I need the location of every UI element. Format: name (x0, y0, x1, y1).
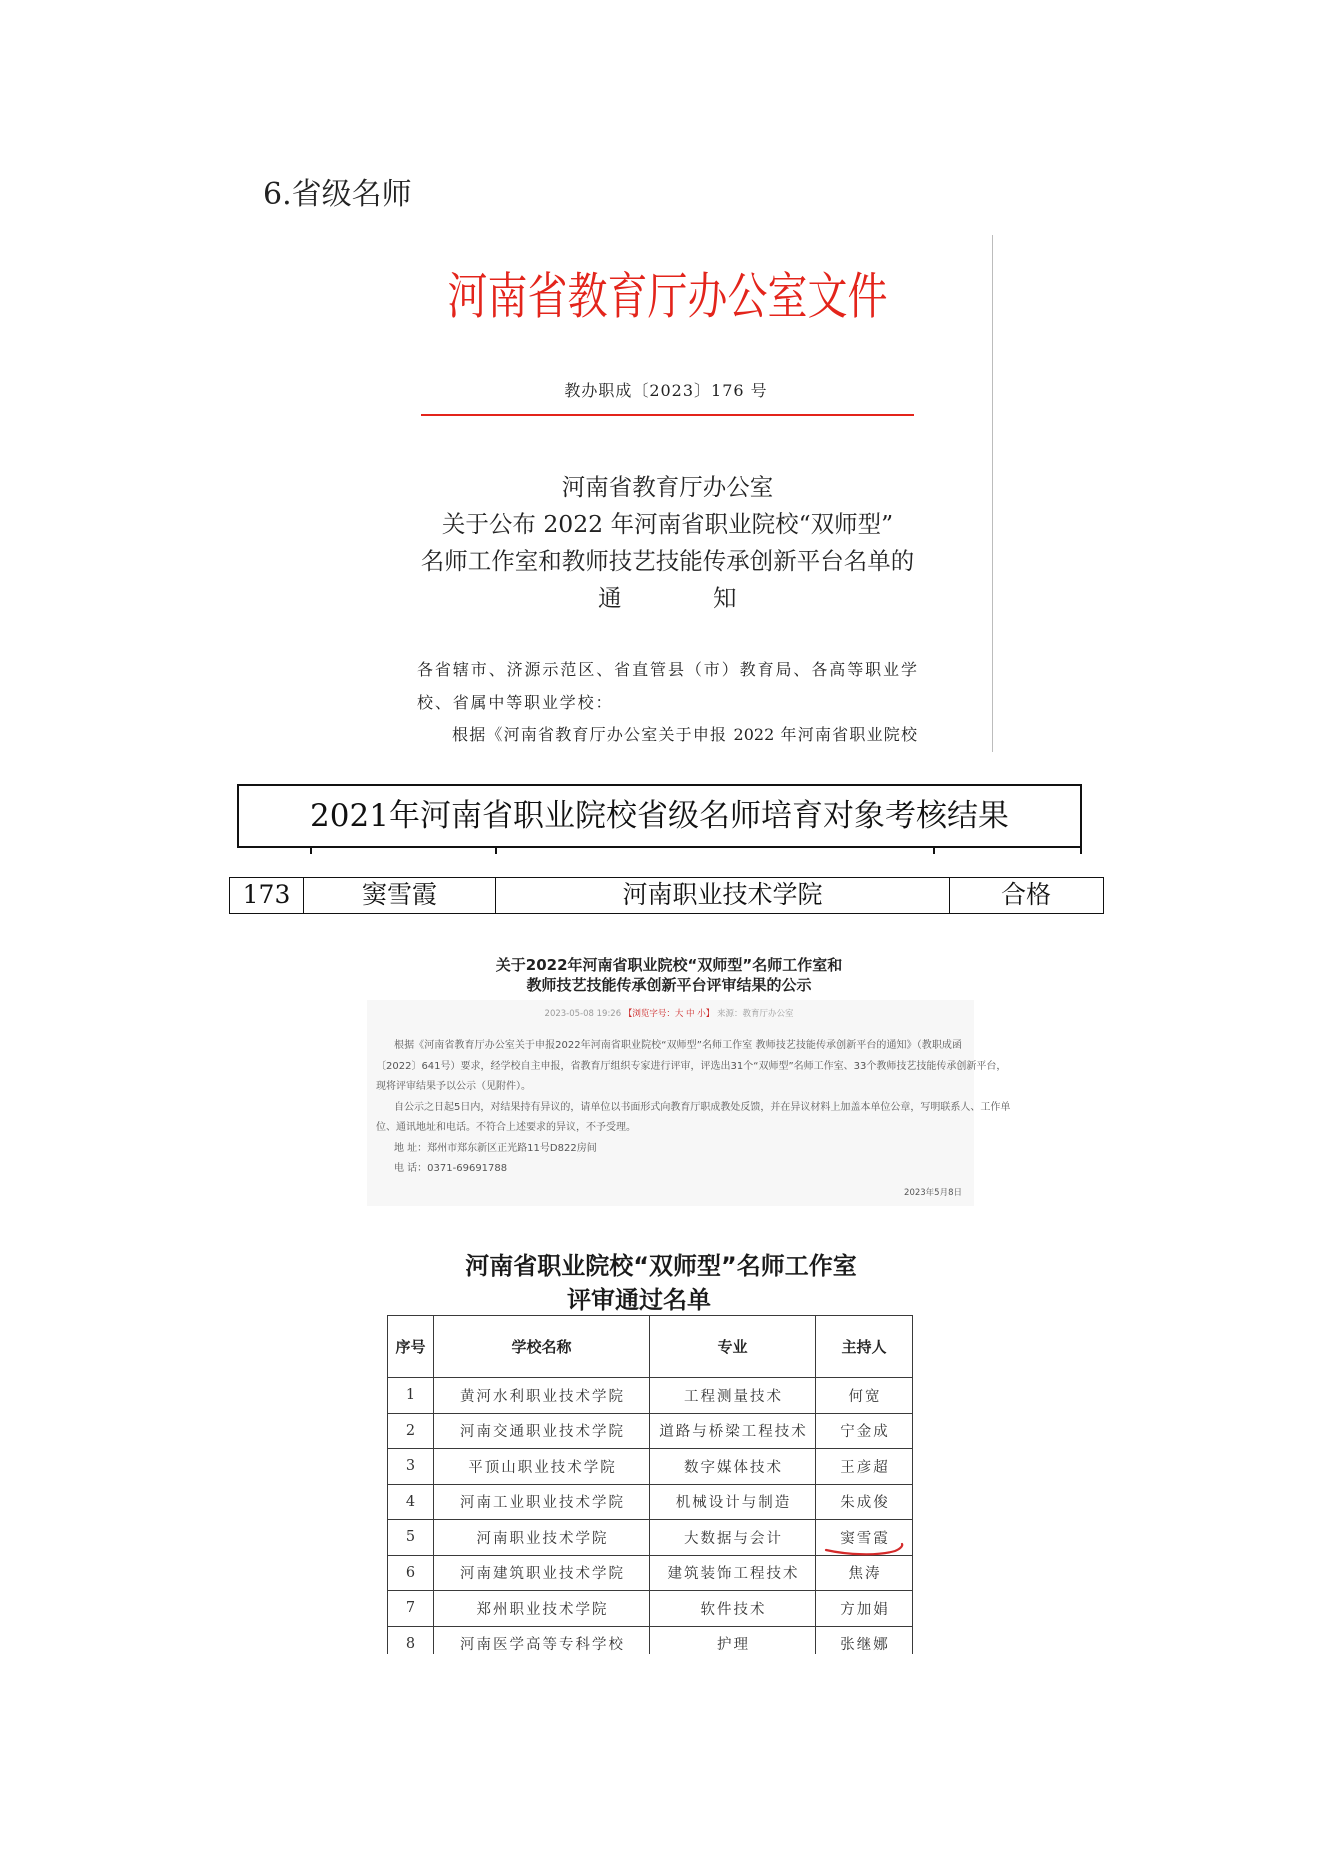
header-major: 专业 (650, 1316, 816, 1378)
cell-school: 河南职业技术学院 (496, 878, 950, 913)
notice-word-char: 通 (598, 584, 622, 612)
notice-title-line: 河南省教育厅办公室 (561, 473, 774, 501)
cell-seq: 4 (388, 1484, 434, 1520)
document-body-line: 校、省属中等职业学校： (417, 692, 614, 712)
header-seq: 序号 (388, 1316, 434, 1378)
approved-table-body (388, 1378, 913, 1655)
font-size-control: 【浏览字号：大 中 小】 (623, 1009, 715, 1019)
cell-seq: 1 (388, 1378, 434, 1414)
web-body-phone: 电 话：0371-69691788 (394, 1163, 508, 1174)
cell-school: 河南职业技术学院 (434, 1520, 650, 1556)
cell-major: 大数据与会计 (650, 1520, 816, 1556)
header-host: 主持人 (816, 1316, 913, 1378)
cell-school: 河南医学高等专科学校 (434, 1626, 650, 1654)
web-body-line: 现将评审结果予以公示（见附件）。 (376, 1081, 531, 1092)
table-header-row (388, 1316, 913, 1378)
approved-list-subtitle: 评审通过名单 (567, 1286, 711, 1314)
cell-result: 合格 (1000, 880, 1051, 909)
source-label: 来源：教育厅办公室 (716, 1009, 794, 1019)
web-body-line: 〔2022〕641号）要求，经学校自主申报，省教育厅组织专家进行评审，评选出31个“双师型”名师工作室、33个教师技艺技能传承创新平台， (376, 1060, 1007, 1072)
cell-host: 方加娟 (816, 1591, 913, 1627)
table-row (388, 1378, 913, 1414)
publish-time: 2023-05-08 19:26 (544, 1009, 622, 1019)
web-body-line: 位、通讯地址和电话。不符合上述要求的异议，不予受理。 (376, 1122, 636, 1133)
table-fragment-line (495, 848, 497, 854)
document-body-line: 各省辖市、济源示范区、省直管县（市）教育局、各高等职业学 (417, 660, 917, 679)
cell-school: 河南建筑职业技术学院 (434, 1555, 650, 1591)
web-notice-meta (469, 1008, 869, 1020)
cell-name: 窦雪霞 (304, 878, 496, 913)
cell-major: 道路与桥梁工程技术 (650, 1413, 816, 1449)
cell-major: 工程测量技术 (650, 1378, 816, 1414)
web-body-line: 自公示之日起5日内，对结果持有异议的，请单位以书面形式向教育厅职成教处反馈，并在异议材料上加盖本单位公章，写明联系人、工作单 (394, 1101, 1011, 1113)
cell-school: 郑州职业技术学院 (434, 1591, 650, 1627)
table-row (388, 1555, 913, 1591)
approved-table (387, 1315, 913, 1654)
cell-seq: 7 (388, 1591, 434, 1627)
cell-host: 何宽 (816, 1378, 913, 1414)
red-divider (421, 414, 914, 416)
scan-edge-line (992, 235, 993, 752)
table-row (388, 1591, 913, 1627)
cell-school: 平顶山职业技术学院 (434, 1449, 650, 1485)
table-row (388, 1484, 913, 1520)
approved-table-wrapper (387, 1315, 913, 1654)
cell-seq: 6 (388, 1555, 434, 1591)
web-notice-title-line: 关于2022年河南省职业院校“双师型”名师工作室和 (495, 956, 843, 974)
cell-school: 河南工业职业技术学院 (434, 1484, 650, 1520)
document-red-title: 河南省教育厅办公室文件 (447, 268, 888, 326)
web-body-line: 根据《河南省教育厅办公室关于申报2022年河南省职业院校“双师型”名师工作室 教师技艺技能传承创新平台的通知》（教职成函 (394, 1040, 962, 1051)
notice-title-line: 关于公布 2022 年河南省职业院校“双师型” (441, 510, 894, 538)
table-row (388, 1626, 913, 1654)
notice-word-char: 知 (713, 584, 737, 612)
cell-school: 河南交通职业技术学院 (434, 1413, 650, 1449)
table-fragment-line (1080, 848, 1082, 854)
web-notice-title-line: 教师技艺技能传承创新平台评审结果的公示 (526, 976, 812, 994)
section-heading: 6.省级名师 (263, 177, 412, 212)
cell-host: 焦涛 (816, 1555, 913, 1591)
cell-host: 朱成俊 (816, 1484, 913, 1520)
table-row (388, 1520, 913, 1556)
cell-major: 护理 (650, 1626, 816, 1654)
table-row (388, 1449, 913, 1485)
cell-seq: 5 (388, 1520, 434, 1556)
cell-major: 机械设计与制造 (650, 1484, 816, 1520)
cell-host: 窦雪霞 (816, 1520, 913, 1556)
cell-host: 张继娜 (816, 1626, 913, 1654)
document-number: 教办职成〔2023〕176 号 (564, 381, 768, 400)
table-fragment-line (933, 848, 935, 854)
cell-host: 宁金成 (816, 1413, 913, 1449)
cell-major: 数字媒体技术 (650, 1449, 816, 1485)
cell-school: 黄河水利职业技术学院 (434, 1378, 650, 1414)
web-body-address: 地 址：郑州市郑东新区正光路11号D822房间 (394, 1142, 597, 1154)
web-notice-date: 2023年5月8日 (904, 1188, 962, 1198)
cell-seq: 8 (388, 1626, 434, 1654)
cell-seq: 2 (388, 1413, 434, 1449)
table-row (388, 1413, 913, 1449)
table-fragment-line (310, 848, 312, 854)
approved-list-title: 河南省职业院校“双师型”名师工作室 (465, 1252, 857, 1280)
notice-title (401, 469, 934, 580)
cell-major: 建筑装饰工程技术 (650, 1555, 816, 1591)
cell-number: 173 (230, 878, 304, 913)
cell-host: 王彦超 (816, 1449, 913, 1485)
header-school: 学校名称 (434, 1316, 650, 1378)
document-body-line: 根据《河南省教育厅办公室关于申报 2022 年河南省职业院校 (452, 725, 917, 744)
cell-seq: 3 (388, 1449, 434, 1485)
assessment-row (229, 877, 1104, 914)
cell-major: 软件技术 (650, 1591, 816, 1627)
web-notice-body (376, 1036, 1011, 1180)
document-body (417, 654, 917, 752)
assessment-title: 2021年河南省职业院校省级名师培育对象考核结果 (237, 784, 1082, 848)
notice-title-line: 名师工作室和教师技艺技能传承创新平台名单的 (420, 547, 915, 575)
